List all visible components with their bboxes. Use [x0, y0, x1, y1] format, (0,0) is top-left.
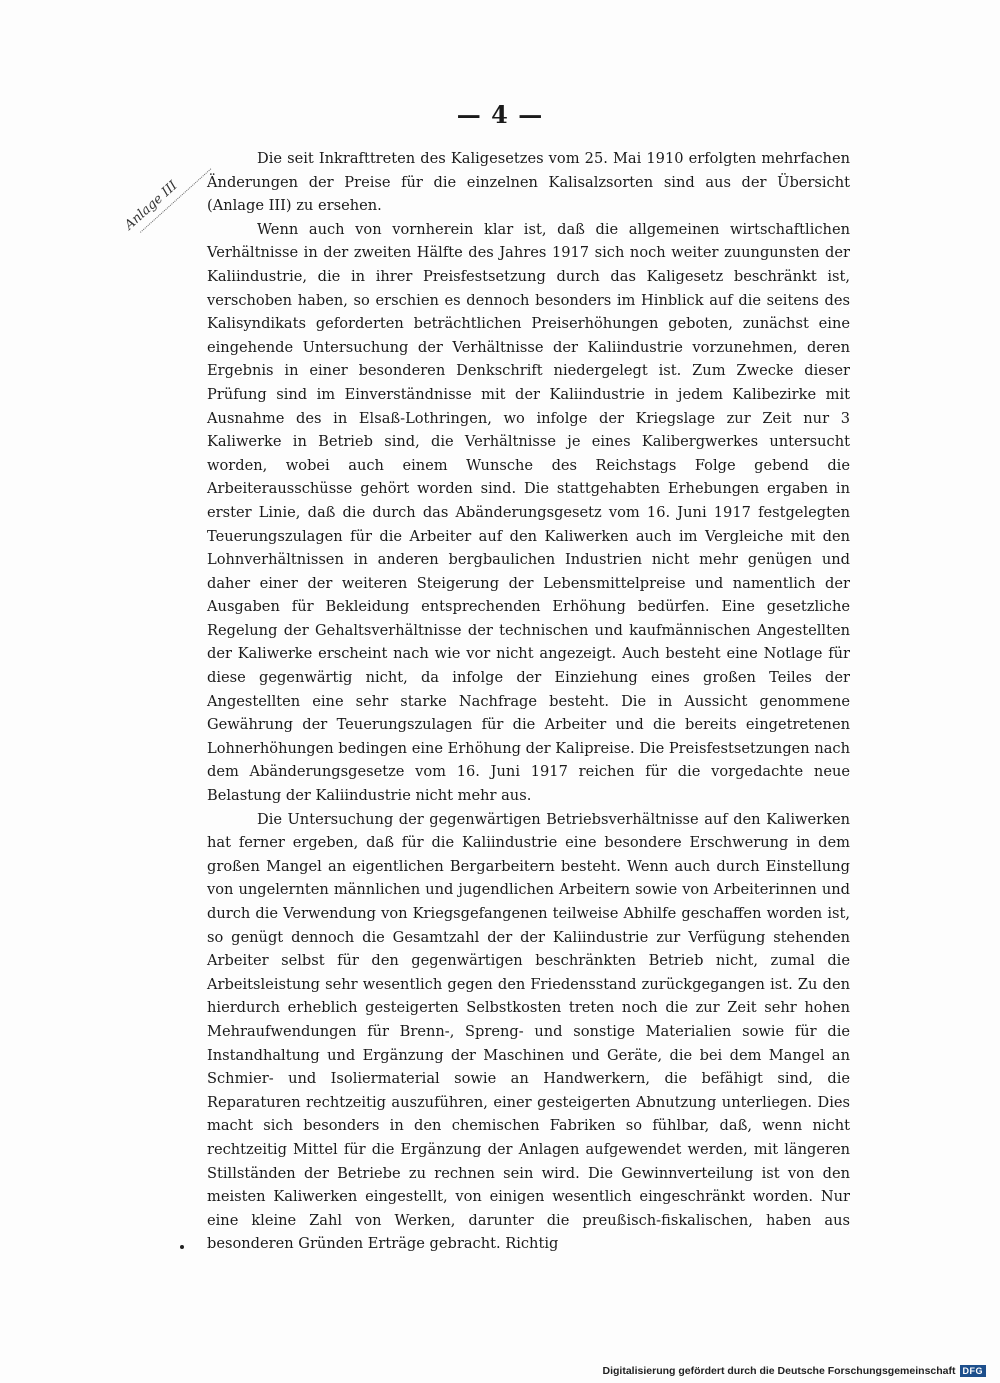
margin-note: Anlage III	[122, 178, 181, 234]
paragraph: Die Untersuchung der gegenwärtigen Betriebsverhältnisse auf den Kaliwerken hat ferner ergeben, daß für die Kaliindustrie eine besondere Erschwerung in dem großen Mangel an eigentlichen Bergarbeitern besteht. Wenn auch durch Einstellung von ungelernten männlichen und jugendlichen Arbeitern sowie von Arbeiterinnen und durch die Verwendung von Kriegsgefangenen teilweise Abhilfe geschaffen worden ist, so genügt dennoch die Gesamtzahl der der Kaliindustrie zur Verfügung stehenden Arbeiter selbst für den gegenwärtigen beschränkten Betrieb nicht, zumal die Arbeitsleistung sehr wesentlich gegen den Friedensstand zurückgegangen ist. Zu den hierdurch erheblich gesteigerten Selbstkosten treten noch die zur Zeit sehr hohen Mehraufwendungen für Brenn-, Spreng- und sonstige Materialien sowie für die Instandhaltung und Ergänzung der Maschinen und Geräte, die bei dem Mangel an Schmier- und Isoliermaterial sowie an Handwerkern, die befähigt sind, die Reparaturen rechtzeitig auszuführen, einer gesteigerten Abnutzung unterliegen. Dies macht sich besonders in den chemischen Fabriken so fühlbar, daß, wenn nicht rechtzeitig Mittel für die Ergänzung der Anlagen aufgewendet werden, mit längeren Stillständen der Betriebe zu rechnen sein wird. Die Gewinnverteilung ist von den meisten Kaliwerken eingestellt, von einigen wesentlich eingeschränkt worden. Nur eine kleine Zahl von Werken, darunter die preußisch-fiskalischen, haben aus besonderen Gründen Erträge gebracht. Richtig	[207, 810, 850, 1253]
paragraph: Die seit Inkrafttreten des Kaligesetzes vom 25. Mai 1910 erfolgten mehrfachen Änderungen der Preise für die einzelnen Kalisalzsorten sind aus der Übersicht (Anlage III) zu ersehen.	[207, 150, 850, 215]
paragraph: Wenn auch von vornherein klar ist, daß die allgemeinen wirtschaftlichen Verhältnisse in der zweiten Hälfte des Jahres 1917 sich noch weiter zuungunsten der Kaliindustrie, die in ihrer Preisfestsetzung durch das Kaligesetz beschränkt ist, verschoben haben, so erschien es dennoch besonders im Hinblick auf die seitens des Kalisyndikats geforderten beträchtlichen Preiserhöhungen geboten, zunächst eine eingehende Untersuchung der Verhältnisse der Kaliindustrie vorzunehmen, deren Ergebnis in einer besonderen Denkschrift niedergelegt ist. Zum Zwecke dieser Prüfung sind im Einverständnisse mit der Kaliindustrie in jedem Kalibezirke mit Ausnahme des in Elsaß-Lothringen, wo infolge der Kriegslage zur Zeit nur 3 Kaliwerke in Betrieb sind, die Verhältnisse je eines Kalibergwerkes untersucht worden, wobei auch einem Wunsche des Reichstags Folge gebend die Arbeiterausschüsse gehört worden sind. Die stattgehabten Erhebungen ergaben in erster Linie, daß die durch das Abänderungsgesetz vom 16. Juni 1917 festgelegten Teuerungszulagen für die Arbeiter auf den Kaliwerken auch im Vergleiche mit den Lohnverhältnissen in anderen bergbaulichen Industrien nicht mehr genügen und daher einer der weiteren Steigerung der Lebensmittelpreise und namentlich der Ausgaben für Bekleidung entsprechenden Erhöhung bedürfen. Eine gesetzliche Regelung der Gehaltsverhältnisse der technischen und kaufmännischen Angestellten der Kaliwerke erscheint nach wie vor nicht angezeigt. Auch besteht eine Notlage für diese gegenwärtig nicht, da infolge der Einziehung eines großen Teiles der Angestellten eine sehr starke Nachfrage besteht. Die in Aussicht genommene Gewährung der Teuerungszulagen für die Arbeiter und die bereits eingetretenen Lohnerhöhungen bedingen eine Erhöhung der Kalipreise. Die Preisfestsetzungen nach dem Abänderungsgesetze vom 16. Juni 1917 reichen für die vorgedachte neue Belastung der Kaliindustrie nicht mehr aus.	[207, 220, 851, 805]
dfg-logo: DFG	[960, 1365, 987, 1377]
footer-text: Digitalisierung gefördert durch die Deutsche Forschungsgemeinschaft	[602, 1365, 956, 1377]
ink-dot	[180, 1245, 184, 1249]
body-text	[207, 147, 850, 1256]
page-number: — 4 —	[456, 100, 544, 129]
digitization-footer	[603, 1365, 986, 1377]
